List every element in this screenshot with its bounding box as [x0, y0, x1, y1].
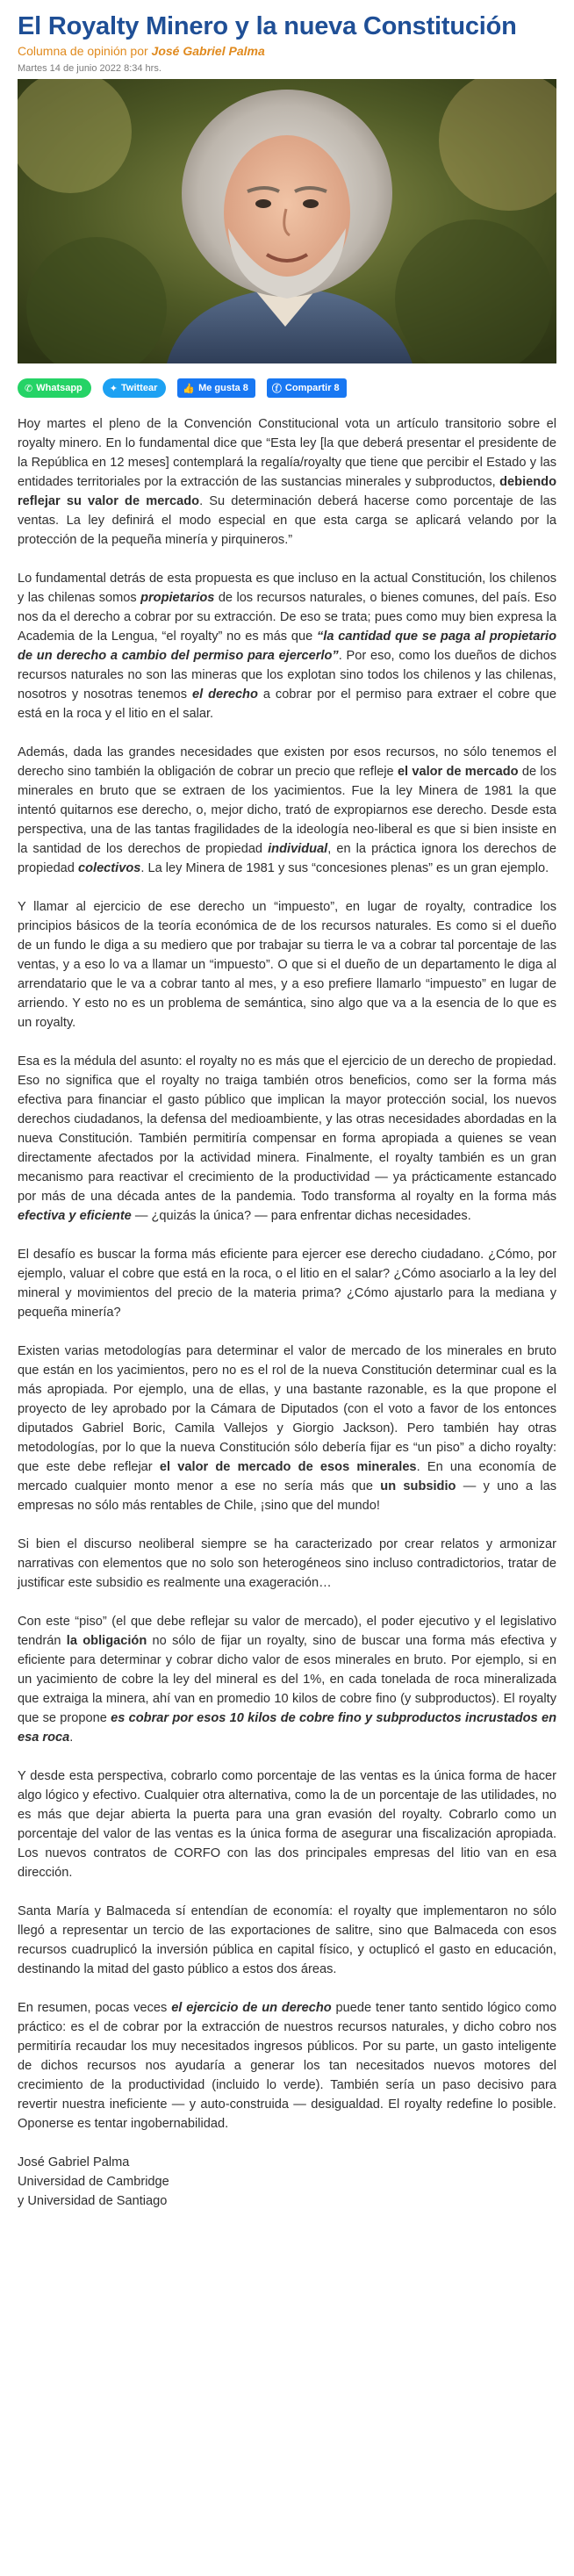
paragraph: En resumen, pocas veces el ejercicio de un derecho puede tener tanto sentido lógico como práctico: es el de cobrar por la extracción de nuestros recursos naturales, y dicho cobro nos permitiría recaudar los muy necesitados ingresos públicos. Por su parte, un gasto inteligente de dichos recursos nos ayudaría a generar los tan necesitados nuevos motores del crecimiento de la productividad (incluido lo verde). También sería un paso decisivo para revertir nuestra ineficiente — y auto-construida — desigualdad. El royalty redefine lo posible. Oponerse es tentar ingobernabilidad.: [18, 2001, 556, 2132]
article-body: [18, 414, 556, 2133]
facebook-like-button[interactable]: [177, 378, 255, 398]
share-bar: [18, 378, 556, 399]
whatsapp-icon: ✆: [25, 383, 33, 394]
twitter-label: Twittear: [121, 383, 158, 394]
facebook-share-button[interactable]: [267, 378, 347, 398]
author-photo: [18, 79, 556, 363]
signature-name: José Gabriel Palma: [18, 2155, 130, 2170]
thumbs-up-icon: 👍: [183, 383, 196, 394]
facebook-icon: ⓕ: [271, 384, 282, 395]
twitter-share-button[interactable]: [103, 378, 167, 398]
paragraph: Si bien el discurso neoliberal siempre se ha caracterizado por crear relatos y armonizar narrativas con elementos que no solo son heterogéneos sino incluso contradictorios, tratar de justificar este subsidio es realmente una exageración…: [18, 1537, 556, 1591]
signature-affiliation: y Universidad de Santiago: [18, 2194, 168, 2209]
paragraph: Y llamar al ejercicio de ese derecho un “impuesto”, en lugar de royalty, contradice los principios básicos de la teoría económica de de los recursos naturales. Es como si el dueño de un fundo le diga a su mediero que por trabajar su tierra le va a cobrar tal porcentaje de las ventas, y a eso lo va a llamar un “impuesto”. O que si el dueño de un departamento le diga al arrendatario que le va a cobrar tanto al mes, y a eso prefiere llamarlo “impuesto” en lugar de arriendo. Y esto no es un problema de semántica, sino algo que va a la esencia de lo que es un royalty.: [18, 900, 556, 1031]
paragraph: Existen varias metodologías para determinar el valor de mercado de los minerales en bruto que están en los yacimientos, pero no es el rol de la nueva Constitución determinar cual es la más apropiada. Por ejemplo, una de ellas, y una bastante razonable, es la que propone el proyecto de ley aprobado por la Cámara de Diputados (con el voto a favor de los entonces diputados Gabriel Boric, Camila Vallejos y Giorgio Jackson). Pero también hay otras metodologías, por lo que la nueva Constitución sólo debería fijar es “un piso” a dicho royalty: que este debe reflejar el valor de mercado de esos minerales. En una economía de mercado cualquier monto menor a ese no sería más que un subsidio — y uno a las empresas no sólo más rentables de Chile, ¡sino que del mundo!: [18, 1344, 557, 1514]
paragraph: Además, dada las grandes necesidades que existen por esos recursos, no sólo tenemos el derecho sino también la obligación de cobrar un precio que refleje el valor de mercado de los minerales en bruto que se extraen de los yacimientos. Fue la ley Minera de 1981 la que intentó quitarnos ese derecho, o, mejor dicho, trató de expropiarnos ese derecho. Desde esta perspectiva, una de las tantas fragilidades de la ideología neo-liberal es que si bien insiste en la santidad de los derechos de propiedad individual, en la práctica ignora los derechos de propiedad colectivos. La ley Minera de 1981 y sus “concesiones plenas” es un gran ejemplo.: [18, 745, 556, 876]
paragraph: Esa es la médula del asunto: el royalty no es más que el ejercicio de un derecho de propiedad. Eso no significa que el royalty no traiga también otros beneficios, como ser la forma más efectiva para financiar el gasto público que implican la mayor protección social, los nuevos derechos ciudadanos, la defensa del medioambiente, y las otras necesidades abordadas en la nueva Constitución. También permitiría compensar en forma apropiada a quienes se vean directamente afectados por la actividad minera. Finalmente, el royalty también es un gran mecanismo para reactivar el crecimiento de la productividad — ya prácticamente estancado por más de una década antes de la pandemia. Todo transforma al royalty en la forma más efectiva y eficiente — ¿quizás la única? — para enfrentar dichas necesidades.: [18, 1054, 556, 1224]
signature-affiliation: Universidad de Cambridge: [18, 2175, 169, 2190]
publish-date: Martes 14 de junio 2022 8:34 hrs.: [18, 63, 161, 75]
facebook-share-label: Compartir 8: [284, 383, 340, 394]
paragraph: Y desde esta perspectiva, cobrarlo como porcentaje de las ventas es la única forma de hacer algo lógico y efectivo. Cualquier otra alternativa, como la de un porcentaje de las utilidades, no es más que dejar abierta la puerta para una gran evasión del royalty. Cobrarlo como un porcentaje del valor de las ventas es la única forma de asegurar una fiscalización apropiada. Los nuevos contratos de CORFO con las dos principales empresas del litio van en esa dirección.: [18, 1769, 556, 1881]
author-link[interactable]: José Gabriel Palma: [151, 44, 265, 59]
whatsapp-share-button[interactable]: [18, 378, 91, 398]
whatsapp-label: Whatsapp: [36, 383, 83, 394]
signature: [18, 2153, 556, 2218]
page-title: El Royalty Minero y la nueva Constitución: [18, 12, 517, 40]
paragraph: Santa María y Balmaceda sí entendían de economía: el royalty que implementaron no sólo llegó a representar un tercio de las exportaciones de salitre, sino que Balmaceda con esos recursos cuadruplicó la inversión pública en capital físico, y octuplicó el gasto en educación, destinando la mitad del gasto público a estos dos áreas.: [18, 1904, 556, 1977]
paragraph: Con este “piso” (el que debe reflejar su valor de mercado), el poder ejecutivo y el legislativo tendrán la obligación no sólo de fijar un royalty, sino de buscar una forma más efectiva y eficiente para determinar y cobrar dicho valor de esos minerales en bruto. Por ejemplo, si en un yacimiento de cobre la ley del mineral es del 1%, en cada tonelada de roca mineralizada que extraiga la minera, ahí van en promedio 10 kilos de cobre fino (y subproductos). El royalty que se propone es cobrar por esos 10 kilos de cobre fino y subproductos incrustados en esa roca.: [18, 1615, 556, 1745]
facebook-like-label: Me gusta 8: [198, 383, 248, 394]
paragraph: Hoy martes el pleno de la Convención Constitucional vota un artículo transitorio sobre el royalty minero. En lo fundamental dice que “Esta ley [la que deberá presentar el presidente de la República en 12 meses] contemplará la regalía/royalty que tiene que percibir el Estado y las entidades territoriales por la extracción de las sustancias minerales y subproductos, debiendo reflejar su valor de mercado. Su determinación deberá hacerse como porcentaje de las ventas. La ley definirá el modo especial en que esta carga se aplicará velando por la protección de la pequeña minería y pirquineros.”: [18, 417, 556, 548]
paragraph: El desafío es buscar la forma más eficiente para ejercer ese derecho ciudadano. ¿Cómo, por ejemplo, valuar el cobre que está en la roca, o el litio en el salar? ¿Cómo asociarlo a la ley del mineral y movimientos del precio de la materia prima? ¿Cómo ajustarlo para la mediana y pequeña minería?: [18, 1248, 556, 1320]
byline-prefix: Columna de opinión por: [18, 44, 152, 59]
twitter-icon: ✦: [109, 383, 118, 394]
paragraph: Lo fundamental detrás de esta propuesta es que incluso en la actual Constitución, los chilenos y las chilenas somos propietarios de los recursos naturales, o bienes comunes, del país. Eso nos da el derecho a cobrar por su extracción. De eso se trata; pues como muy bien expresa la Academia de la Lengua, “el royalty” no es más que “la cantidad que se paga al propietario de un derecho a cambio del permiso para ejercerlo”. Por eso, como los dueños de dichos recursos naturales no son las mineras que los explotan sino todos los chilenos y las chilenas, nosotros y nosotras tenemos el derecho a cobrar por el permiso para extraer el cobre que está en la roca y el litio en el salar.: [18, 572, 557, 722]
byline: [18, 44, 556, 58]
